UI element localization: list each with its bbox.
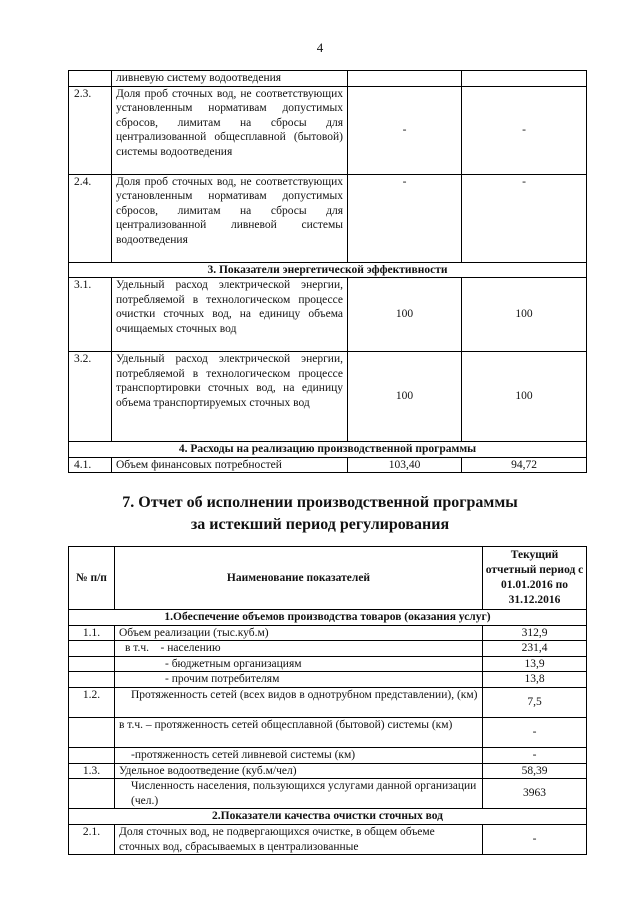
table-row — [69, 71, 587, 87]
plan-value — [348, 71, 462, 87]
report-heading — [0, 492, 640, 536]
indicator-name: Доля проб сточных вод, не соответствующих установленным нормативам допустимых сбросов, лимитам на сбросы для централизованной общесплавной (бытовой) системы водоотведения — [112, 86, 348, 174]
indicator-name: - бюджетным организациям — [115, 656, 483, 672]
table-row — [69, 747, 587, 763]
section-row — [69, 610, 587, 626]
indicator-name: Протяженность сетей (всех видов в однотрубном представлении), (км) — [115, 687, 483, 717]
indicator-name: ливневую систему водоотведения — [112, 71, 348, 87]
table-row — [69, 763, 587, 779]
indicator-name: Объем реализации (тыс.куб.м) — [115, 625, 483, 641]
row-number: 2.1. — [69, 824, 115, 854]
row-number — [69, 672, 115, 688]
indicator-name: Удельное водоотведение (куб.м/чел) — [115, 763, 483, 779]
plan-value: 100 — [348, 352, 462, 442]
section-row — [69, 442, 587, 458]
row-number — [69, 717, 115, 747]
row-number: 1.1. — [69, 625, 115, 641]
table-row — [69, 656, 587, 672]
table-row — [69, 824, 587, 854]
row-number — [69, 779, 115, 809]
indicator-value: - — [483, 747, 587, 763]
indicator-value: 58,39 — [483, 763, 587, 779]
actual-value — [462, 71, 587, 87]
indicator-name: Численность населения, пользующихся услугами данной организации (чел.) — [115, 779, 483, 809]
indicator-name: Удельный расход электрической энергии, потребляемой в технологическом процессе транспортировки сточных вод, на единицу объема транспортируемых сточных вод — [112, 352, 348, 442]
actual-value: - — [462, 86, 587, 174]
section-title-quality: 2.Показатели качества очистки сточных вод — [69, 809, 587, 825]
heading-line-2: за истекший период регулирования — [190, 516, 450, 533]
actual-value: - — [462, 174, 587, 262]
indicator-value: 312,9 — [483, 625, 587, 641]
heading-line-1: 7. Отчет об исполнении производственной программы — [122, 494, 518, 511]
row-number — [69, 747, 115, 763]
header-period: Текущий отчетный период с 01.01.2016 по 31.12.2016 — [483, 547, 587, 610]
table-row — [69, 457, 587, 473]
row-number — [69, 656, 115, 672]
indicator-value: 7,5 — [483, 687, 587, 717]
header-name: Наименование показателей — [115, 547, 483, 610]
indicator-name: Объем финансовых потребностей — [112, 457, 348, 473]
section-row — [69, 262, 587, 278]
row-number: 1.2. — [69, 687, 115, 717]
indicators-table-continued — [68, 70, 587, 473]
table-row — [69, 625, 587, 641]
table-row — [69, 86, 587, 174]
section-title-expenses: 4. Расходы на реализацию производственной программы — [69, 442, 587, 458]
actual-value: 100 — [462, 352, 587, 442]
row-number: 1.3. — [69, 763, 115, 779]
header-row — [69, 547, 587, 610]
row-number: 3.1. — [69, 278, 112, 352]
table-row — [69, 641, 587, 657]
actual-value: 94,72 — [462, 457, 587, 473]
indicator-value: - — [483, 717, 587, 747]
indicator-name: Доля сточных вод, не подвергающихся очистке, в общем объеме сточных вод, сбрасываемых в централизованные — [115, 824, 483, 854]
page-number: 4 — [316, 40, 324, 55]
plan-value: - — [348, 86, 462, 174]
row-number: 4.1. — [69, 457, 112, 473]
indicator-name: - прочим потребителям — [115, 672, 483, 688]
table-row — [69, 687, 587, 717]
table-row — [69, 352, 587, 442]
row-number: 2.4. — [69, 174, 112, 262]
table-row — [69, 174, 587, 262]
indicator-value: 13,8 — [483, 672, 587, 688]
header-number: № п/п — [69, 547, 115, 610]
row-number — [69, 71, 112, 87]
section-title-energy: 3. Показатели энергетической эффективности — [69, 262, 587, 278]
indicator-value: 3963 — [483, 779, 587, 809]
table-row — [69, 717, 587, 747]
indicator-value: - — [483, 824, 587, 854]
row-number: 3.2. — [69, 352, 112, 442]
indicator-name: Удельный расход электрической энергии, потребляемой в технологическом процессе очистки сточных вод, на единицу объема очищаемых сточных вод — [112, 278, 348, 352]
row-number — [69, 641, 115, 657]
table-row — [69, 672, 587, 688]
plan-value: 103,40 — [348, 457, 462, 473]
table-row — [69, 278, 587, 352]
actual-value: 100 — [462, 278, 587, 352]
indicator-value: 13,9 — [483, 656, 587, 672]
indicator-name: -протяженность сетей ливневой системы (км) — [115, 747, 483, 763]
indicator-name: Доля проб сточных вод, не соответствующих установленным нормативам допустимых сбросов, лимитам на сбросы для централизованной ливневой системы водоотведения — [112, 174, 348, 262]
plan-value: 100 — [348, 278, 462, 352]
indicator-name: в т.ч. – протяженность сетей общесплавной (бытовой) системы (км) — [115, 717, 483, 747]
report-table — [68, 546, 587, 855]
section-title-volumes: 1.Обеспечение объемов производства товаров (оказания услуг) — [69, 610, 587, 626]
indicator-name: в т.ч. - населению — [115, 641, 483, 657]
indicator-value: 231,4 — [483, 641, 587, 657]
row-number: 2.3. — [69, 86, 112, 174]
plan-value: - — [348, 174, 462, 262]
section-row — [69, 809, 587, 825]
table-row — [69, 779, 587, 809]
